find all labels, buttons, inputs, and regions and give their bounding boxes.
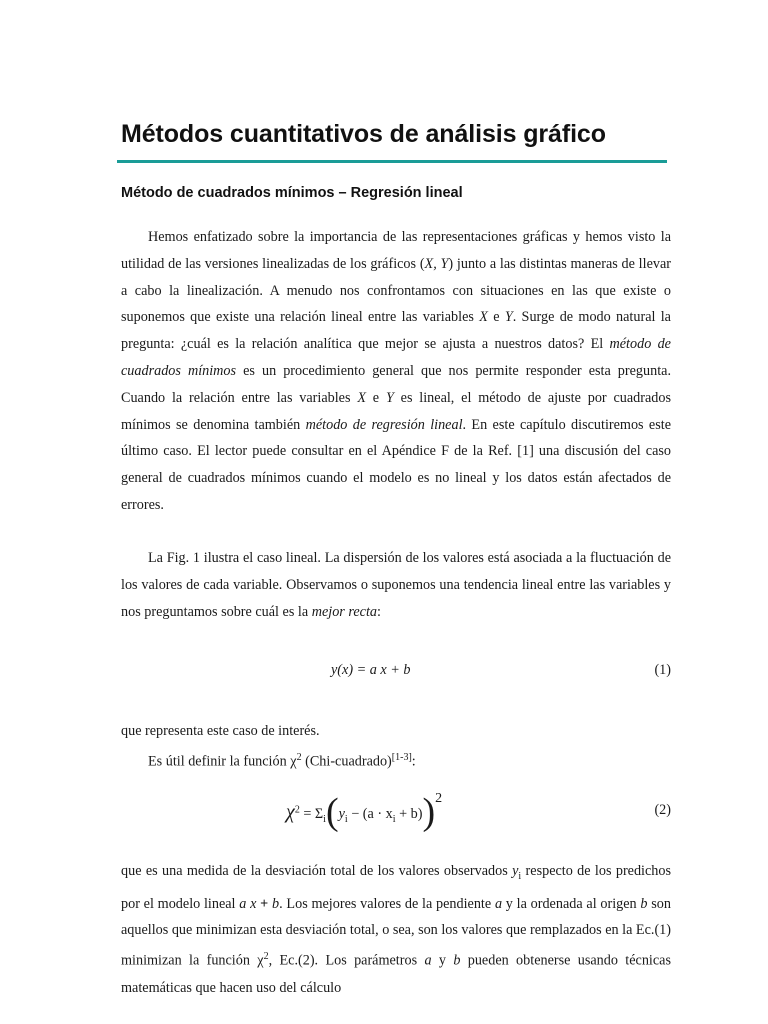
title-underline: [117, 160, 667, 163]
paragraph-figure: La Fig. 1 ilustra el caso lineal. La dispersión de los valores está asociada a la fluctuación de los valores de cada variable. Observamos o suponemos una tendencia lineal entre las variables y nos preguntamos sobre cuál es la mejor recta:: [121, 550, 671, 620]
equation-2: [121, 784, 671, 840]
equation-2-body: $\chi^2 = \Sigma_i(y_i - (a \cdot x_i + b))2$: [286, 791, 443, 833]
paragraph-interest: que representa este caso de interés.: [121, 723, 320, 739]
equation-1-number: (1): [654, 662, 671, 678]
section-title: Método de cuadrados mínimos – Regresión lineal: [121, 185, 463, 201]
paragraph-deviation: que es una medida de la desviación total de los valores observados $y_i$ respecto de los predichos por el modelo lineal a x + b. Los mejores valores de la pendiente a y la ordenada al origen b son aquellos que minimizan esta desviación total, o sea, son los valores que remplazados en la Ec.(1) minimizan la función $\chi^2$, Ec.(2). Los parámetros a y b pueden obtenerse usando técnicas matemáticas que hacen uso del cálculo: [121, 863, 672, 996]
paragraph-chi-definition: Es útil definir la función $\chi^2$ (Chi-cuadrado)[1-3]:: [148, 752, 416, 770]
equation-1-body: y(x) = a x + b: [331, 662, 411, 678]
paragraph-intro: Hemos enfatizado sobre la importancia de las representaciones gráficas y hemos visto la utilidad de las versiones linealizadas de los gráficos (X, Y) junto a las distintas maneras de llevar a cabo la linealización. A menudo nos confrontamos con situaciones en las que existe o suponemos que existe una relación lineal entre las variables X e Y. Surge de modo natural la pregunta: ¿cuál es la relación analítica que mejor se ajusta a nuestros datos? El método de cuadrados mínimos es un procedimiento general que nos permite responder esta pregunta. Cuando la relación entre las variables X e Y es lineal, el método de ajuste por cuadrados mínimos se denomina también método de regresión lineal. En este capítulo discutiremos este último caso. El lector puede consultar en el Apéndice F de la Ref. [1] una discusión del caso general de cuadrados mínimos cuando el modelo es no lineal y los datos están afectados de errores.: [121, 229, 671, 513]
equation-1: [121, 662, 671, 686]
equation-2-number: (2): [654, 802, 671, 818]
page-title: Métodos cuantitativos de análisis gráfico: [121, 120, 606, 148]
